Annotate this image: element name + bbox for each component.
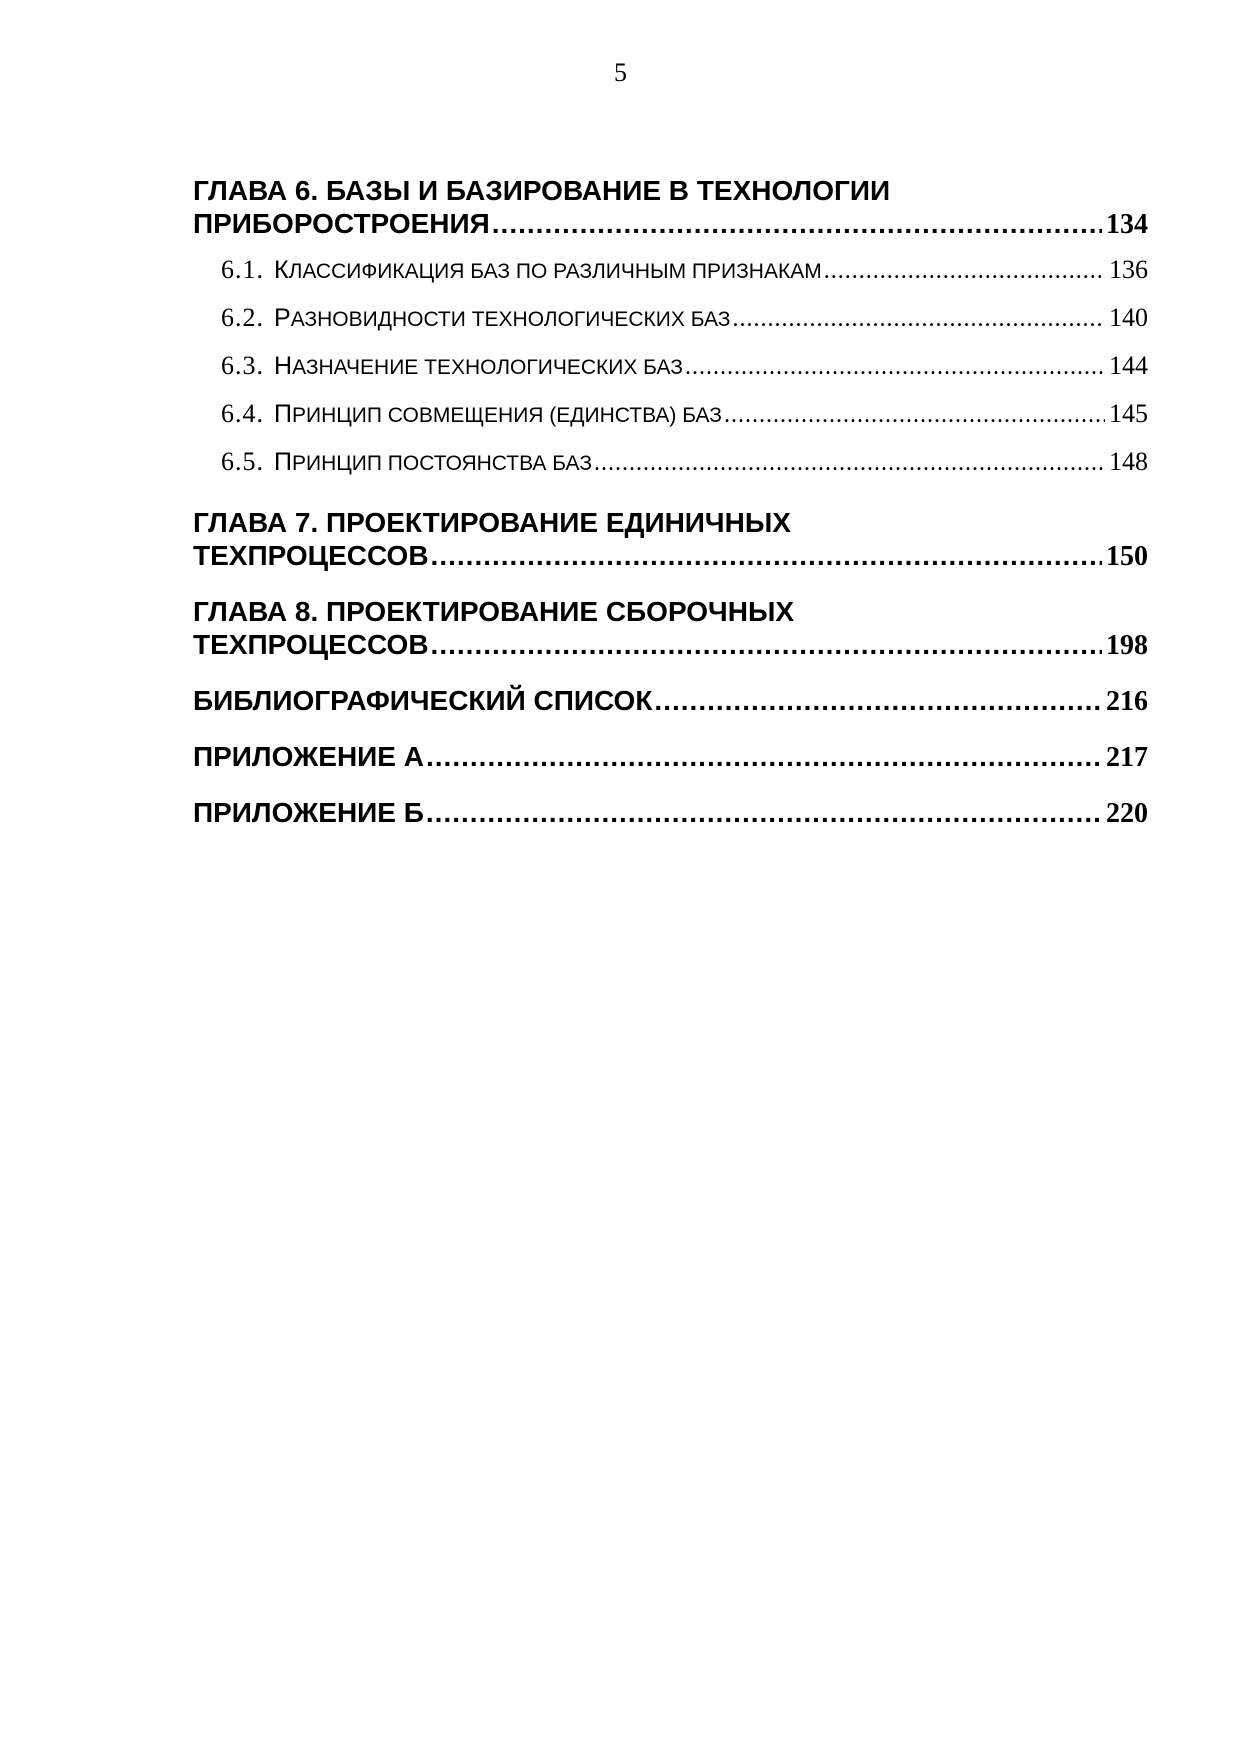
toc-chapter-7-title-line-1: ГЛАВА 7. ПРОЕКТИРОВАНИЕ ЕДИНИЧНЫХ: [193, 507, 791, 538]
toc-appendix-a-page: 217: [1106, 742, 1148, 773]
toc-section-title-initial: Р: [274, 304, 291, 332]
toc-section-title-initial: П: [274, 448, 292, 476]
toc-appendix-b-title: ПРИЛОЖЕНИЕ Б: [193, 797, 424, 828]
table-of-contents: [193, 174, 1148, 830]
toc-section-number: 6.4.: [221, 399, 264, 428]
toc-section-number: 6.1.: [221, 255, 264, 284]
toc-appendix-b[interactable]: [193, 796, 1148, 830]
toc-section-title: РИНЦИП ПОСТОЯНСТВА БАЗ: [291, 452, 592, 475]
dot-leader: [431, 539, 1102, 572]
toc-section-number: 6.2.: [221, 303, 264, 332]
toc-chapter-7[interactable]: [193, 506, 1148, 573]
toc-section-title-initial: К: [274, 256, 289, 284]
toc-appendix-a[interactable]: [193, 740, 1148, 774]
toc-section-title: ЛАССИФИКАЦИЯ БАЗ ПО РАЗЛИЧНЫМ ПРИЗНАКАМ: [288, 260, 822, 283]
toc-section-6-3[interactable]: [193, 349, 1148, 384]
dot-leader: [426, 796, 1102, 829]
toc-section-title: АЗНОВИДНОСТИ ТЕХНОЛОГИЧЕСКИХ БАЗ: [290, 308, 731, 331]
dot-leader: [492, 207, 1102, 240]
toc-section-title-initial: П: [274, 400, 292, 428]
toc-chapter-7-page: 150: [1106, 541, 1148, 572]
toc-section-6-5[interactable]: [193, 445, 1148, 480]
toc-section-page: 140: [1109, 303, 1148, 332]
toc-chapter-6-title-line-2: ПРИБОРОСТРОЕНИЯ: [193, 208, 490, 239]
toc-chapter-8-page: 198: [1106, 630, 1148, 661]
toc-appendix-b-page: 220: [1106, 798, 1148, 829]
toc-section-6-2[interactable]: [193, 301, 1148, 336]
toc-section-6-1[interactable]: [193, 253, 1148, 288]
toc-chapter-8[interactable]: [193, 595, 1148, 662]
toc-bibliography[interactable]: [193, 684, 1148, 718]
toc-section-page: 144: [1109, 351, 1148, 380]
dot-leader: [733, 303, 1106, 336]
toc-section-6-4[interactable]: [193, 397, 1148, 432]
toc-section-title: РИНЦИП СОВМЕЩЕНИЯ (ЕДИНСТВА) БАЗ: [291, 404, 722, 427]
toc-section-number: 6.5.: [221, 447, 264, 476]
toc-chapter-7-title-line-2: ТЕХПРОЦЕССОВ: [193, 540, 429, 571]
toc-section-number: 6.3.: [221, 351, 264, 380]
toc-section-title-initial: Н: [274, 352, 293, 380]
dot-leader: [431, 628, 1102, 661]
toc-section-page: 145: [1109, 399, 1148, 428]
toc-chapter-8-title-line-2: ТЕХПРОЦЕССОВ: [193, 629, 429, 660]
toc-chapter-6-page: 134: [1106, 209, 1148, 240]
toc-section-title: АЗНАЧЕНИЕ ТЕХНОЛОГИЧЕСКИХ БАЗ: [292, 356, 683, 379]
page-number: 5: [614, 58, 627, 87]
toc-chapter-6[interactable]: [193, 174, 1148, 241]
toc-bibliography-title: БИБЛИОГРАФИЧЕСКИЙ СПИСОК: [193, 685, 653, 716]
dot-leader: [426, 740, 1102, 773]
dot-leader: [654, 684, 1102, 717]
toc-section-page: 136: [1109, 255, 1148, 284]
dot-leader: [724, 399, 1105, 432]
dot-leader: [824, 255, 1105, 288]
toc-chapter-8-title-line-1: ГЛАВА 8. ПРОЕКТИРОВАНИЕ СБОРОЧНЫХ: [193, 596, 795, 627]
toc-appendix-a-title: ПРИЛОЖЕНИЕ А: [193, 741, 424, 772]
toc-chapter-6-title-line-1: ГЛАВА 6. БАЗЫ И БАЗИРОВАНИЕ В ТЕХНОЛОГИИ: [193, 175, 891, 206]
toc-bibliography-page: 216: [1106, 686, 1148, 717]
dot-leader: [594, 447, 1105, 480]
toc-section-page: 148: [1109, 447, 1148, 476]
dot-leader: [685, 351, 1105, 384]
